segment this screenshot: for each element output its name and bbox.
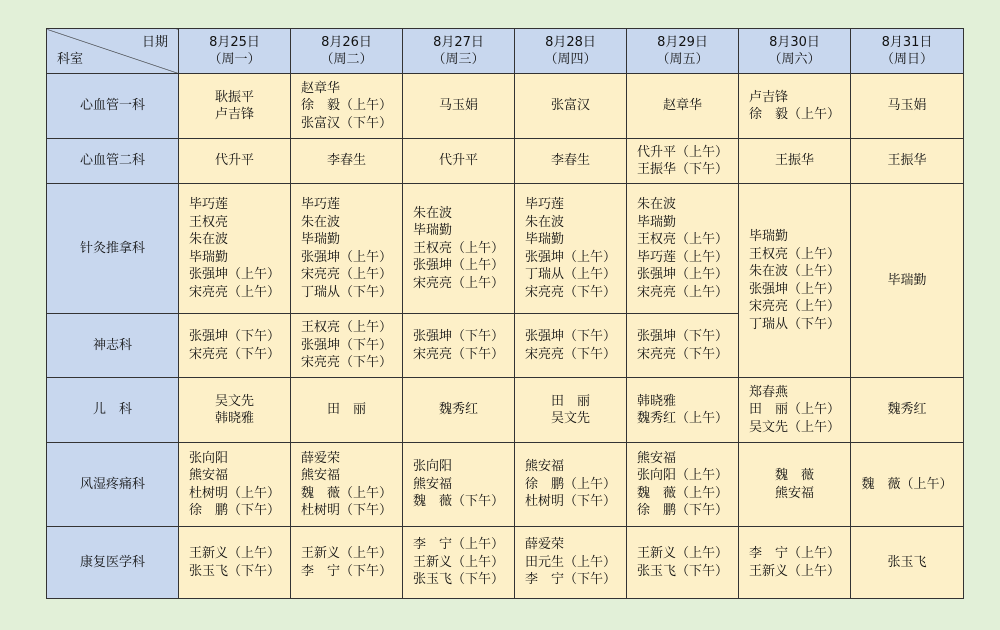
doctor-list xyxy=(439,152,478,170)
day-weekday: （周四） xyxy=(544,52,597,67)
doctor-list xyxy=(215,152,254,170)
doctor-entry: 王振华 xyxy=(887,153,927,169)
schedule-cell xyxy=(627,74,739,139)
doctor-list xyxy=(749,545,840,580)
doctor-entry: 张强坤（下午） xyxy=(300,337,392,353)
doctor-entry: 王新义（上午） xyxy=(412,554,504,570)
doctor-entry: 耿振平 xyxy=(214,89,254,105)
doctor-entry: 张强坤（上午） xyxy=(300,249,392,265)
doctor-entry: 魏 薇（上午） xyxy=(861,476,953,492)
doctor-entry: 魏秀红（上午） xyxy=(636,411,728,426)
schedule-cell xyxy=(179,314,291,378)
doctor-entry: 熊安福 xyxy=(300,468,340,483)
schedule-cell xyxy=(739,378,851,443)
doctor-entry: 毕瑞勤 xyxy=(300,232,340,247)
doctor-list xyxy=(525,196,616,301)
day-date: 8月31日 xyxy=(881,34,933,50)
doctor-list xyxy=(637,393,728,428)
table-row xyxy=(47,74,964,139)
doctor-entry: 张玉飞（下午） xyxy=(636,563,728,579)
doctor-list xyxy=(215,393,254,428)
doctor-entry: 宋亮亮（上午） xyxy=(748,299,840,314)
doctor-list xyxy=(301,196,392,301)
day-weekday: （周一） xyxy=(208,52,261,67)
doctor-list xyxy=(551,152,590,170)
doctor-entry: 薛爱荣 xyxy=(524,537,564,553)
dept-name: 康复医学科 xyxy=(47,527,179,599)
day-weekday: （周三） xyxy=(432,52,485,67)
doctor-entry: 张富汉（下午） xyxy=(300,115,392,131)
doctor-list xyxy=(637,450,728,520)
day-date: 8月29日 xyxy=(657,34,708,50)
doctor-entry: 徐 毅（上午） xyxy=(300,98,392,114)
doctor-entry: 毕瑞勤 xyxy=(887,272,927,288)
doctor-list xyxy=(189,450,280,520)
doctor-entry: 张强坤（下午） xyxy=(412,329,504,344)
doctor-list xyxy=(327,152,366,170)
doctor-entry: 张强坤（上午） xyxy=(188,267,280,282)
doctor-entry: 王新义（上午） xyxy=(636,546,728,561)
day-weekday: （周二） xyxy=(320,52,373,67)
table-row xyxy=(47,443,964,527)
doctor-list xyxy=(749,228,840,333)
schedule-cell xyxy=(739,139,851,184)
doctor-list xyxy=(887,152,926,170)
doctor-entry: 田 丽（上午） xyxy=(748,402,840,418)
schedule-cell xyxy=(403,527,515,599)
doctor-list xyxy=(189,328,280,363)
doctor-entry: 毕巧莲 xyxy=(188,197,228,212)
day-header xyxy=(403,29,515,74)
doctor-entry: 薛爱荣 xyxy=(300,450,340,466)
schedule-cell xyxy=(627,184,739,314)
schedule-cell xyxy=(739,443,851,527)
doctor-entry: 李 宁（上午） xyxy=(748,546,840,561)
doctor-entry: 赵章华 xyxy=(662,98,702,114)
doctor-entry: 魏 薇（下午） xyxy=(412,494,504,510)
schedule-cell xyxy=(179,378,291,443)
schedule-cell xyxy=(179,139,291,184)
schedule-cell xyxy=(627,139,739,184)
doctor-entry: 毕瑞勤 xyxy=(524,232,564,247)
doctor-entry: 张玉飞（下午） xyxy=(188,563,280,579)
schedule-cell xyxy=(627,378,739,443)
doctor-entry: 熊安福 xyxy=(524,459,564,475)
doctor-list xyxy=(887,401,926,419)
schedule-cell xyxy=(515,527,627,599)
doctor-entry: 郑春燕 xyxy=(748,384,788,400)
schedule-cell xyxy=(515,443,627,527)
schedule-cell xyxy=(403,74,515,139)
doctor-entry: 张强坤（下午） xyxy=(636,329,728,344)
doctor-entry: 王权亮（上午） xyxy=(748,246,840,262)
doctor-entry: 李春生 xyxy=(326,153,366,169)
doctor-entry: 朱在波 xyxy=(636,197,676,212)
doctor-entry: 丁瑞从（下午） xyxy=(300,284,392,300)
day-weekday: （周日） xyxy=(880,52,933,67)
schedule-cell xyxy=(403,139,515,184)
doctor-list xyxy=(215,89,254,124)
corner-header xyxy=(47,29,179,74)
doctor-entry: 卢吉锋 xyxy=(214,107,254,122)
doctor-list xyxy=(637,196,728,301)
day-header xyxy=(179,29,291,74)
doctor-entry: 宋亮亮（下午） xyxy=(412,346,504,362)
schedule-cell xyxy=(291,139,403,184)
doctor-entry: 杜树明（下午） xyxy=(300,503,392,518)
doctor-list xyxy=(301,545,392,580)
table-row xyxy=(47,378,964,443)
doctor-entry: 李春生 xyxy=(550,153,590,169)
doctor-entry: 魏 薇（上午） xyxy=(636,485,728,501)
doctor-entry: 田 丽 xyxy=(326,402,366,418)
doctor-list xyxy=(775,467,814,502)
doctor-list xyxy=(637,328,728,363)
doctor-entry: 张强坤（上午） xyxy=(524,249,616,265)
doctor-entry: 张强坤（下午） xyxy=(188,329,280,344)
schedule-cell xyxy=(515,74,627,139)
dept-name: 神志科 xyxy=(47,314,179,378)
doctor-entry: 王权亮（上午） xyxy=(412,240,504,256)
doctor-entry: 丁瑞从（上午） xyxy=(524,267,616,282)
schedule-cell xyxy=(403,184,515,314)
doctor-list xyxy=(413,458,504,511)
schedule-cell xyxy=(403,443,515,527)
doctor-entry: 熊安福 xyxy=(774,485,814,501)
table-row xyxy=(47,139,964,184)
doctor-entry: 王权亮（上午） xyxy=(636,232,728,247)
doctor-entry: 徐 鹏（下午） xyxy=(188,503,280,518)
doctor-list xyxy=(887,554,926,572)
doctor-entry: 魏 薇（上午） xyxy=(300,485,392,501)
doctor-entry: 李 宁（下午） xyxy=(300,563,392,579)
doctor-entry: 张玉飞 xyxy=(887,554,927,570)
corner-date-label: 日期 xyxy=(141,35,168,50)
table-row xyxy=(47,184,964,314)
doctor-list xyxy=(861,476,952,494)
doctor-entry: 宋亮亮（上午） xyxy=(412,275,504,291)
doctor-entry: 宋亮亮（下午） xyxy=(636,346,728,362)
schedule-cell xyxy=(515,378,627,443)
doctor-entry: 宋亮亮（下午） xyxy=(524,284,616,300)
doctor-entry: 王新义（上午） xyxy=(188,546,280,561)
day-date: 8月27日 xyxy=(433,34,484,50)
schedule-cell xyxy=(515,314,627,378)
doctor-entry: 吴文先 xyxy=(550,411,590,426)
doctor-list xyxy=(327,401,366,419)
doctor-entry: 赵章华 xyxy=(300,80,340,96)
doctor-entry: 王振华 xyxy=(774,153,814,169)
doctor-list xyxy=(637,144,728,179)
schedule-cell xyxy=(179,443,291,527)
doctor-list xyxy=(189,545,280,580)
schedule-cell xyxy=(627,527,739,599)
schedule-cell xyxy=(627,314,739,378)
doctor-entry: 吴文先（上午） xyxy=(748,419,840,435)
day-header xyxy=(515,29,627,74)
day-date: 8月25日 xyxy=(209,34,260,50)
doctor-list xyxy=(637,545,728,580)
doctor-entry: 徐 鹏（下午） xyxy=(636,503,728,518)
doctor-list xyxy=(749,384,840,437)
doctor-entry: 宋亮亮（上午） xyxy=(300,267,392,282)
doctor-entry: 张强坤（上午） xyxy=(412,258,504,274)
day-header xyxy=(627,29,739,74)
doctor-entry: 朱在波 xyxy=(300,214,340,230)
doctor-entry: 宋亮亮（上午） xyxy=(188,284,280,300)
doctor-entry: 宋亮亮（下午） xyxy=(524,346,616,362)
day-header xyxy=(739,29,851,74)
doctor-list xyxy=(301,80,392,133)
doctor-entry: 魏秀红 xyxy=(438,402,478,418)
header-row xyxy=(47,29,964,74)
doctor-entry: 朱在波（上午） xyxy=(748,264,840,279)
doctor-entry: 代升平 xyxy=(214,153,254,169)
doctor-entry: 朱在波 xyxy=(412,205,452,221)
doctor-list xyxy=(887,272,926,290)
doctor-entry: 魏 薇 xyxy=(774,468,814,483)
table-row xyxy=(47,527,964,599)
doctor-entry: 韩晓雅 xyxy=(636,393,676,409)
schedule-cell xyxy=(291,443,403,527)
doctor-entry: 张强坤（上午） xyxy=(636,267,728,282)
doctor-entry: 马玉娟 xyxy=(887,98,927,114)
doctor-entry: 徐 鹏（上午） xyxy=(524,476,616,492)
doctor-entry: 张向阳 xyxy=(188,450,228,466)
doctor-entry: 丁瑞从（下午） xyxy=(748,316,840,332)
doctor-entry: 代升平（上午） xyxy=(636,144,728,160)
doctor-list xyxy=(887,97,926,115)
doctor-entry: 毕巧莲 xyxy=(300,197,340,212)
doctor-entry: 王振华（下午） xyxy=(636,162,728,177)
schedule-cell xyxy=(851,378,964,443)
schedule-cell xyxy=(291,378,403,443)
dept-name: 心血管二科 xyxy=(47,139,179,184)
schedule-cell xyxy=(179,184,291,314)
day-header xyxy=(291,29,403,74)
doctor-entry: 张向阳（上午） xyxy=(636,468,728,483)
schedule-cell xyxy=(851,184,964,378)
doctor-entry: 张向阳 xyxy=(412,459,452,475)
doctor-list xyxy=(413,205,504,293)
doctor-entry: 王权亮（上午） xyxy=(300,320,392,336)
schedule-cell xyxy=(851,527,964,599)
doctor-entry: 杜树明（下午） xyxy=(524,494,616,510)
day-weekday: （周五） xyxy=(656,52,709,67)
doctor-entry: 毕瑞勤 xyxy=(412,223,452,239)
doctor-entry: 熊安福 xyxy=(636,450,676,466)
doctor-list xyxy=(189,196,280,301)
schedule-cell xyxy=(179,74,291,139)
doctor-entry: 朱在波 xyxy=(524,214,564,230)
doctor-entry: 宋亮亮（下午） xyxy=(188,346,280,362)
corner-dept-label: 科室 xyxy=(57,51,84,67)
schedule-cell xyxy=(627,443,739,527)
schedule-cell xyxy=(403,314,515,378)
doctor-entry: 熊安福 xyxy=(188,468,228,483)
duty-schedule-table xyxy=(46,28,964,599)
doctor-list xyxy=(525,458,616,511)
doctor-entry: 王新义（上午） xyxy=(748,563,840,579)
doctor-list xyxy=(525,328,616,363)
doctor-list xyxy=(663,97,702,115)
doctor-entry: 杜树明（上午） xyxy=(188,485,280,501)
doctor-list xyxy=(551,393,590,428)
schedule-cell xyxy=(851,139,964,184)
doctor-entry: 宋亮亮（下午） xyxy=(300,355,392,371)
doctor-entry: 熊安福 xyxy=(412,476,452,492)
doctor-entry: 毕巧莲（上午） xyxy=(636,249,728,265)
doctor-entry: 李 宁（上午） xyxy=(412,537,504,553)
doctor-entry: 马玉娟 xyxy=(438,98,478,114)
doctor-entry: 李 宁（下午） xyxy=(524,572,616,588)
schedule-cell xyxy=(179,527,291,599)
doctor-entry: 王新义（上午） xyxy=(300,546,392,561)
schedule-cell xyxy=(403,378,515,443)
dept-name: 风湿疼痛科 xyxy=(47,443,179,527)
doctor-list xyxy=(413,328,504,363)
doctor-entry: 张强坤（下午） xyxy=(524,329,616,344)
doctor-list xyxy=(301,319,392,372)
doctor-entry: 张强坤（上午） xyxy=(748,281,840,297)
doctor-entry: 卢吉锋 xyxy=(748,89,788,105)
schedule-cell xyxy=(739,74,851,139)
dept-name: 儿 科 xyxy=(47,378,179,443)
schedule-cell xyxy=(851,443,964,527)
doctor-entry: 代升平 xyxy=(438,153,478,169)
day-weekday: （周六） xyxy=(768,52,821,67)
doctor-entry: 韩晓雅 xyxy=(214,411,254,426)
day-date: 8月28日 xyxy=(545,34,596,50)
doctor-list xyxy=(301,450,392,520)
schedule-cell xyxy=(291,314,403,378)
schedule-container xyxy=(46,28,964,599)
doctor-entry: 宋亮亮（上午） xyxy=(636,284,728,300)
doctor-entry: 吴文先 xyxy=(214,393,254,409)
doctor-entry: 王权亮 xyxy=(188,214,228,230)
day-date: 8月26日 xyxy=(321,34,372,50)
doctor-entry: 田元生（上午） xyxy=(524,554,616,570)
schedule-cell xyxy=(739,527,851,599)
doctor-entry: 张玉飞（下午） xyxy=(412,572,504,588)
doctor-list xyxy=(413,536,504,589)
schedule-cell xyxy=(515,139,627,184)
day-date: 8月30日 xyxy=(769,34,820,50)
doctor-list xyxy=(775,152,814,170)
schedule-cell xyxy=(291,527,403,599)
schedule-cell xyxy=(291,74,403,139)
day-header xyxy=(851,29,964,74)
dept-name: 针灸推拿科 xyxy=(47,184,179,314)
schedule-cell xyxy=(291,184,403,314)
doctor-list xyxy=(749,89,840,124)
doctor-entry: 魏秀红 xyxy=(887,402,927,418)
schedule-cell xyxy=(851,74,964,139)
doctor-entry: 毕瑞勤 xyxy=(748,229,788,244)
schedule-cell xyxy=(739,184,851,378)
doctor-entry: 张富汉 xyxy=(550,98,590,114)
doctor-entry: 徐 毅（上午） xyxy=(748,107,840,122)
doctor-entry: 毕巧莲 xyxy=(524,197,564,212)
schedule-cell xyxy=(515,184,627,314)
doctor-entry: 朱在波 xyxy=(188,232,228,247)
doctor-list xyxy=(439,401,478,419)
doctor-list xyxy=(551,97,590,115)
doctor-entry: 毕瑞勤 xyxy=(188,249,228,265)
dept-name: 心血管一科 xyxy=(47,74,179,139)
doctor-list xyxy=(439,97,478,115)
doctor-entry: 田 丽 xyxy=(550,393,590,409)
doctor-entry: 毕瑞勤 xyxy=(636,214,676,230)
doctor-list xyxy=(525,536,616,589)
